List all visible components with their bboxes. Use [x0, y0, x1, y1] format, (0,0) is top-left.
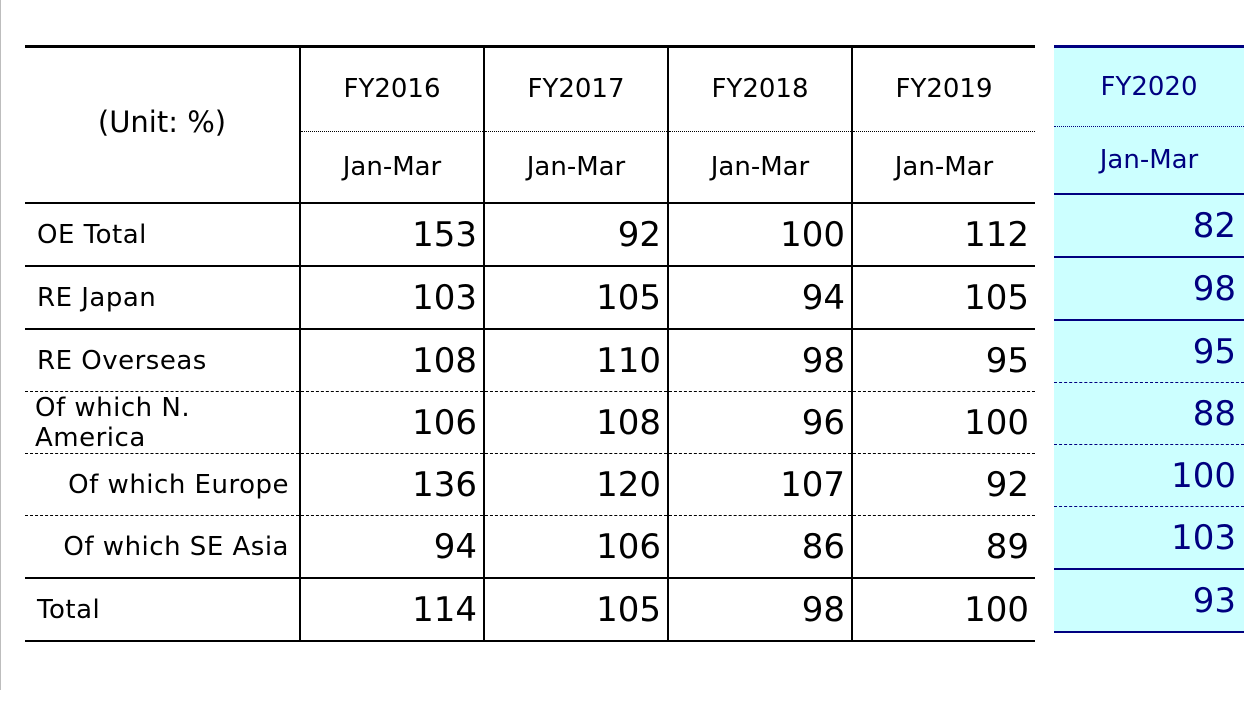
table-cell: 103: [300, 266, 484, 329]
row-label: RE Overseas: [25, 329, 300, 392]
table-cell: 110: [484, 329, 668, 392]
table-cell: 105: [484, 266, 668, 329]
table-row: [25, 203, 1035, 266]
highlight-cell: 98: [1054, 257, 1244, 320]
table-cell: 92: [852, 454, 1035, 516]
table-cell: 136: [300, 454, 484, 516]
table-cell: 100: [852, 578, 1035, 641]
table-cell: 94: [668, 266, 852, 329]
table-row: [25, 454, 1035, 516]
table-cell: 108: [484, 392, 668, 454]
year-header: FY2017: [484, 47, 668, 132]
year-header: FY2019: [852, 47, 1035, 132]
table-cell: 89: [852, 516, 1035, 579]
row-label: Of which N. America: [25, 392, 300, 454]
row-label: RE Japan: [25, 266, 300, 329]
table-cell: 96: [668, 392, 852, 454]
table-cell: 98: [668, 578, 852, 641]
table-cell: 105: [484, 578, 668, 641]
row-label: Of which Europe: [25, 454, 300, 516]
table-cell: 106: [300, 392, 484, 454]
table-cell: 106: [484, 516, 668, 579]
unit-label: (Unit: %): [25, 47, 300, 204]
highlight-cell: 82: [1054, 194, 1244, 257]
table-row: [25, 266, 1035, 329]
highlight-year-header: FY2020: [1054, 47, 1244, 127]
highlight-column: [1054, 45, 1244, 633]
year-header: FY2016: [300, 47, 484, 132]
highlight-cell: 88: [1054, 383, 1244, 445]
highlight-cell: 103: [1054, 507, 1244, 570]
table-cell: 105: [852, 266, 1035, 329]
period-header: Jan-Mar: [300, 131, 484, 203]
table-cell: 92: [484, 203, 668, 266]
left-edge-rule: [0, 0, 1, 690]
row-label: OE Total: [25, 203, 300, 266]
header-row-years: [25, 47, 1035, 132]
table-cell: 108: [300, 329, 484, 392]
table-cell: 100: [852, 392, 1035, 454]
table-row: [25, 329, 1035, 392]
table-cell: 112: [852, 203, 1035, 266]
year-header: FY2018: [668, 47, 852, 132]
table-row: [25, 516, 1035, 579]
table-cell: 100: [668, 203, 852, 266]
table-cell: 95: [852, 329, 1035, 392]
table-cell: 98: [668, 329, 852, 392]
highlight-cell: 93: [1054, 569, 1244, 632]
table-row: [25, 392, 1035, 454]
highlight-period-header: Jan-Mar: [1054, 127, 1244, 195]
data-table: [25, 45, 1035, 642]
table-cell: 153: [300, 203, 484, 266]
period-header: Jan-Mar: [668, 131, 852, 203]
period-header: Jan-Mar: [852, 131, 1035, 203]
table-cell: 86: [668, 516, 852, 579]
row-label: Total: [25, 578, 300, 641]
table-cell: 107: [668, 454, 852, 516]
table-row-total: [25, 578, 1035, 641]
table-cell: 114: [300, 578, 484, 641]
highlight-cell: 100: [1054, 445, 1244, 507]
table-cell: 94: [300, 516, 484, 579]
row-label: Of which SE Asia: [25, 516, 300, 579]
highlight-cell: 95: [1054, 320, 1244, 383]
period-header: Jan-Mar: [484, 131, 668, 203]
table-cell: 120: [484, 454, 668, 516]
